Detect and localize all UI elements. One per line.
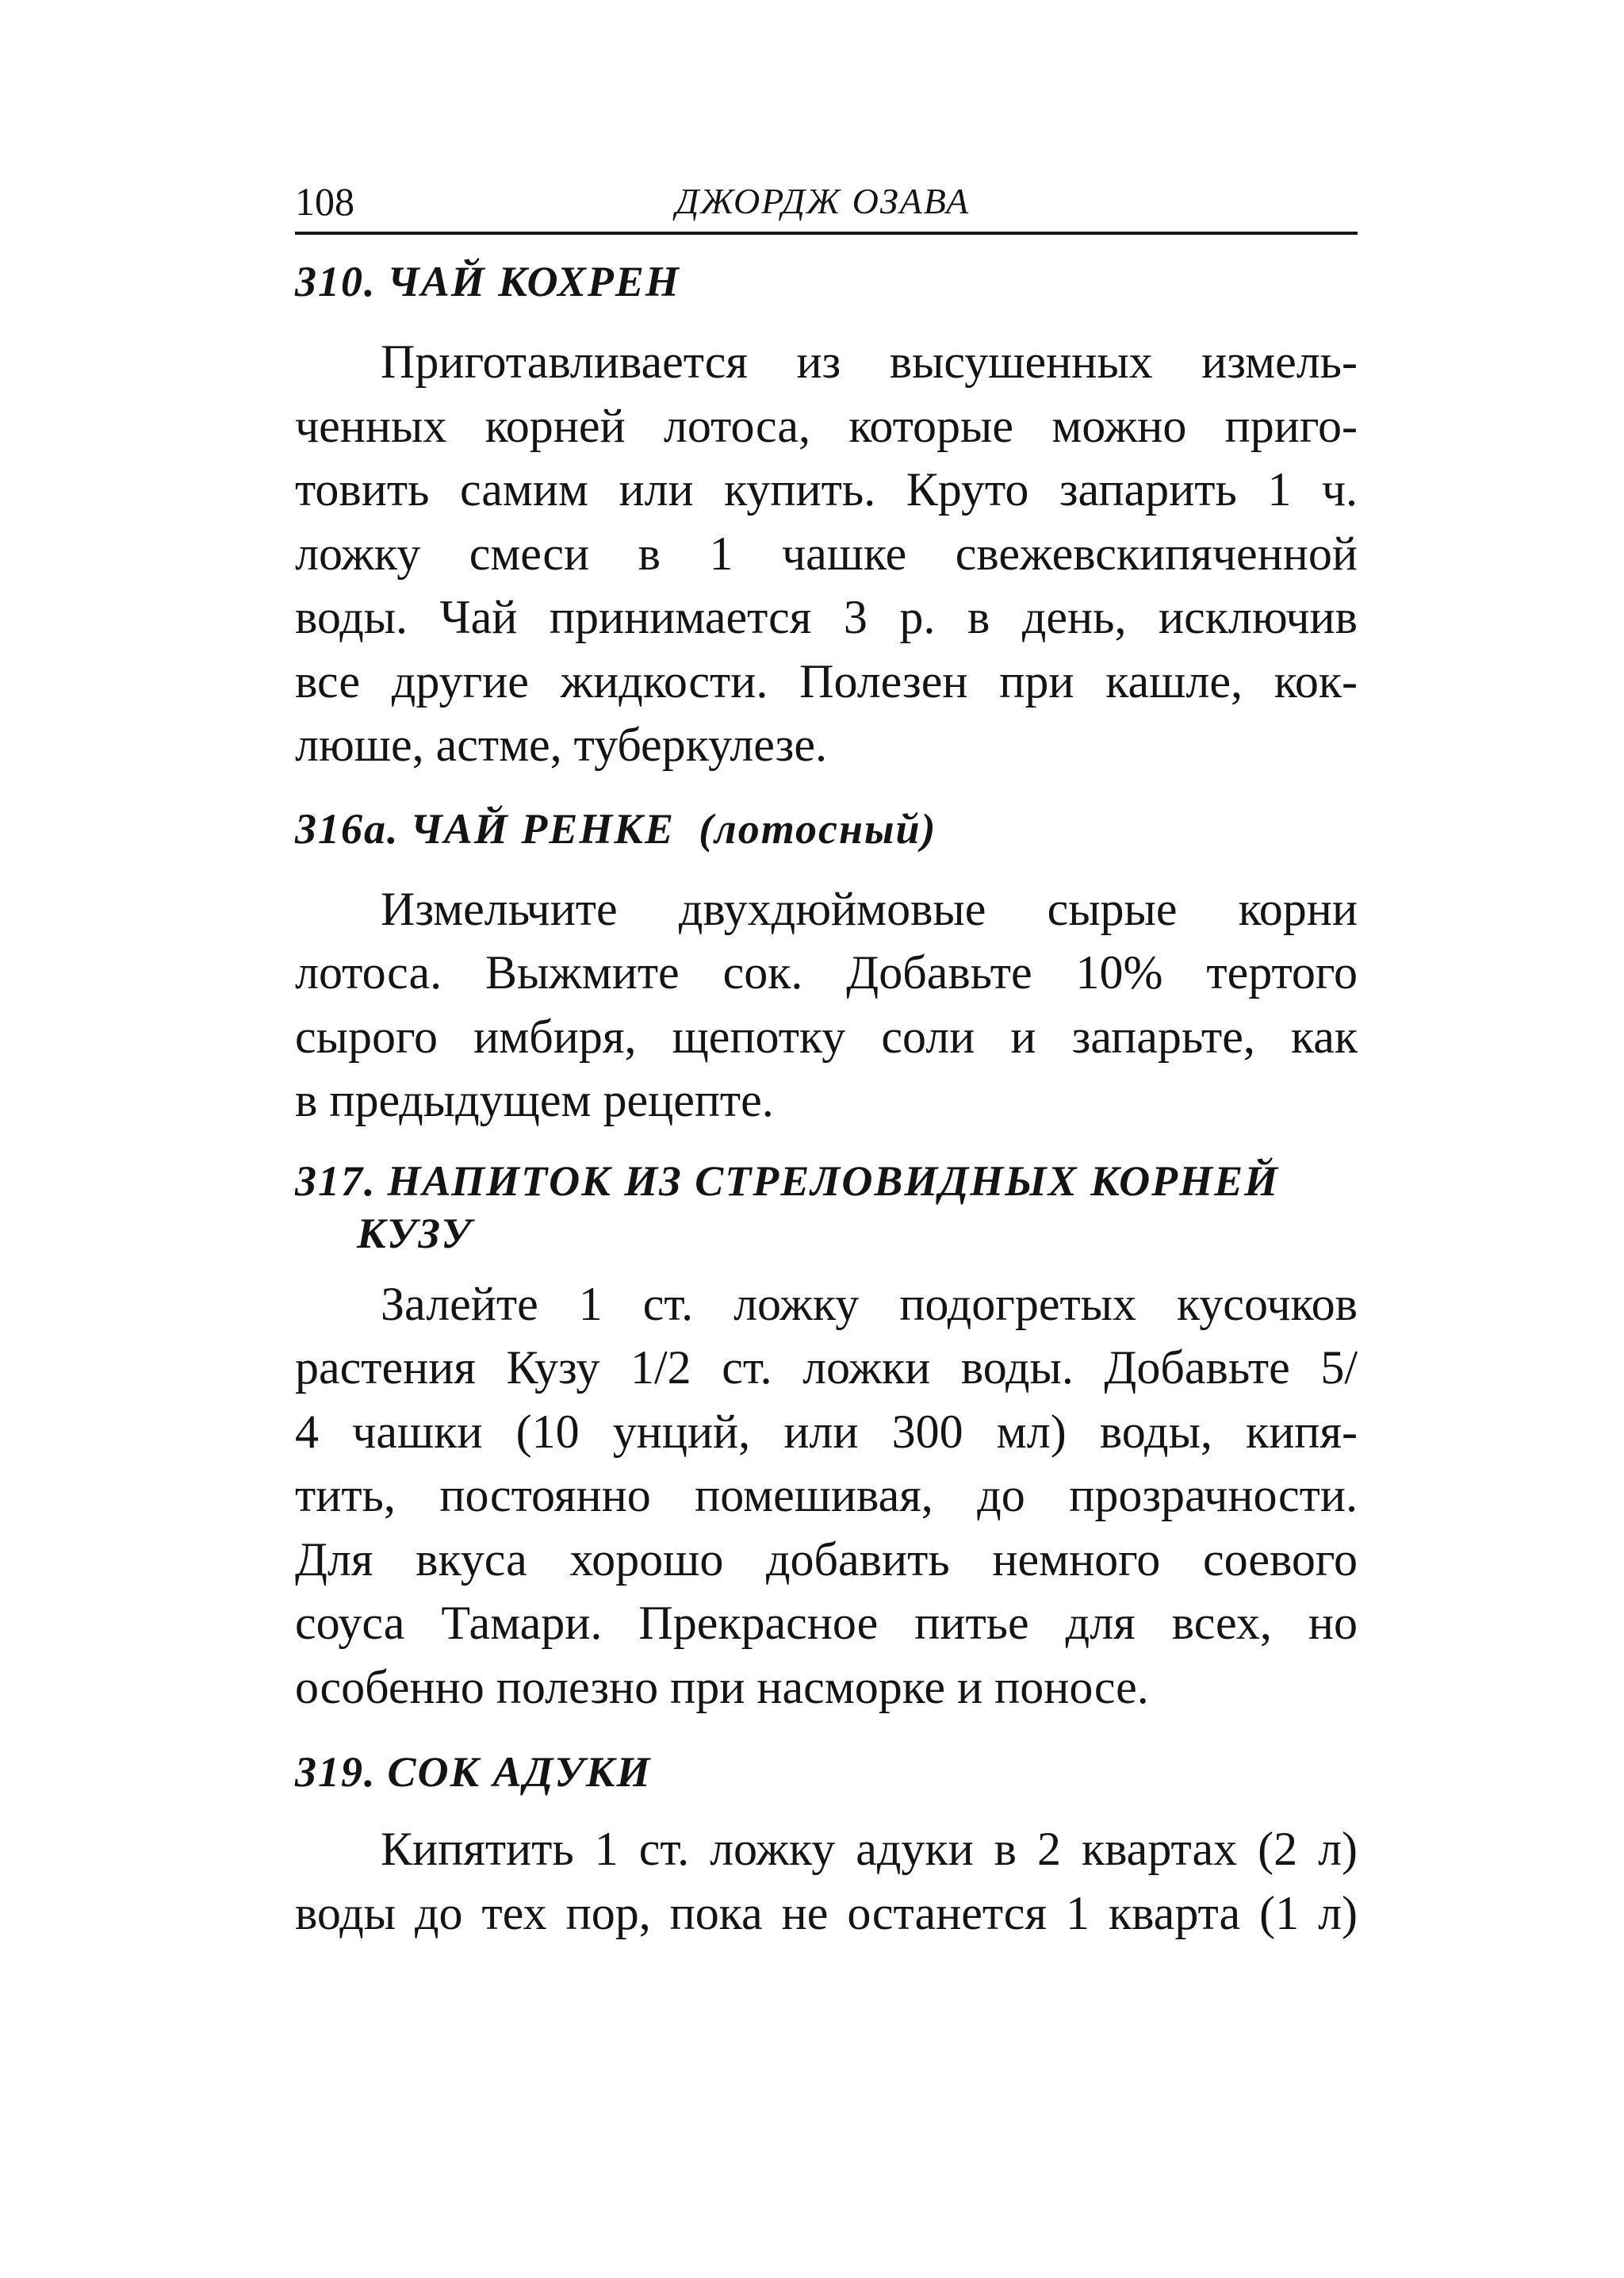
recipe-heading xyxy=(295,255,1358,308)
recipe-text xyxy=(295,1817,1358,1945)
text-line: растения Кузу 1/2 ст. ложки воды. Добавьте 5/ xyxy=(295,1341,1358,1394)
recipe-text xyxy=(295,1272,1358,1720)
text-line: воды до тех пор, пока не останется 1 кварта (1 л) xyxy=(295,1886,1358,1939)
text-line: воды. Чай принимается 3 р. в день, исключив xyxy=(295,591,1358,643)
page-number: 108 xyxy=(295,179,354,224)
recipe-text xyxy=(295,877,1358,1133)
recipe-heading xyxy=(295,803,1358,855)
recipe-number: 317. xyxy=(295,1156,377,1205)
recipe-number: 316а. xyxy=(295,804,400,853)
running-title: ДЖОРДЖ ОЗАВА xyxy=(676,181,971,221)
text-line: 4 чашки (10 унций, или 300 мл) воды, кипя- xyxy=(295,1405,1358,1458)
text-line: в предыдущем рецепте. xyxy=(295,1074,774,1126)
text-line: Для вкуса хорошо добавить немного соевого xyxy=(295,1532,1358,1586)
recipe-title: НАПИТОК ИЗ СТРЕЛОВИДНЫХ КОРНЕЙ xyxy=(387,1156,1280,1205)
text-line: ченных корней лотоса, которые можно приго- xyxy=(295,399,1358,452)
recipe-title: СОК АДУКИ xyxy=(387,1748,652,1796)
text-line: сырого имбиря, щепотку соли и запарьте, как xyxy=(295,1010,1358,1063)
text-line: люше, астме, туберкулезе. xyxy=(295,719,827,771)
recipe-title-extra: (лотосный) xyxy=(699,804,937,853)
text-line: Измельчите двухдюймовые сырые корни xyxy=(381,882,1358,935)
recipe-310 xyxy=(295,255,1358,777)
running-head xyxy=(295,176,1358,235)
recipe-319 xyxy=(295,1746,1358,1945)
text-line: все другие жидкости. Полезен при кашле, кок- xyxy=(295,654,1358,708)
text-line: Кипятить 1 ст. ложку адуки в 2 квартах (2 л) xyxy=(381,1823,1358,1875)
text-line: товить самим или купить. Круто запарить 1 ч. xyxy=(295,463,1358,516)
recipe-title: ЧАЙ РЕНКЕ xyxy=(410,804,676,853)
text-line: Приготавливается из высушенных измель- xyxy=(381,336,1358,388)
recipe-number: 319. xyxy=(295,1748,377,1796)
text-line: соуса Тамари. Прекрасное питье для всех, но xyxy=(295,1597,1358,1649)
book-page xyxy=(295,176,1358,1945)
recipe-number: 310. xyxy=(295,258,377,305)
recipe-heading xyxy=(295,1746,1358,1798)
recipe-heading xyxy=(295,1155,1358,1260)
text-line: ложку смеси в 1 чашке свежевскипяченной xyxy=(295,527,1358,580)
recipe-title-line2: КУЗУ xyxy=(357,1209,473,1257)
recipe-317 xyxy=(295,1155,1358,1720)
text-line: Залейте 1 ст. ложку подогретых кусочков xyxy=(381,1277,1358,1330)
text-line: лотоса. Выжмите сок. Добавьте 10% тертого xyxy=(295,946,1358,999)
text-line: особенно полезно при насморке и поносе. xyxy=(295,1660,1149,1713)
text-line: тить, постоянно помешивая, до прозрачности. xyxy=(295,1469,1358,1521)
recipe-title: ЧАЙ КОХРЕН xyxy=(387,258,680,305)
recipe-316a xyxy=(295,803,1358,1133)
recipe-text xyxy=(295,330,1358,777)
